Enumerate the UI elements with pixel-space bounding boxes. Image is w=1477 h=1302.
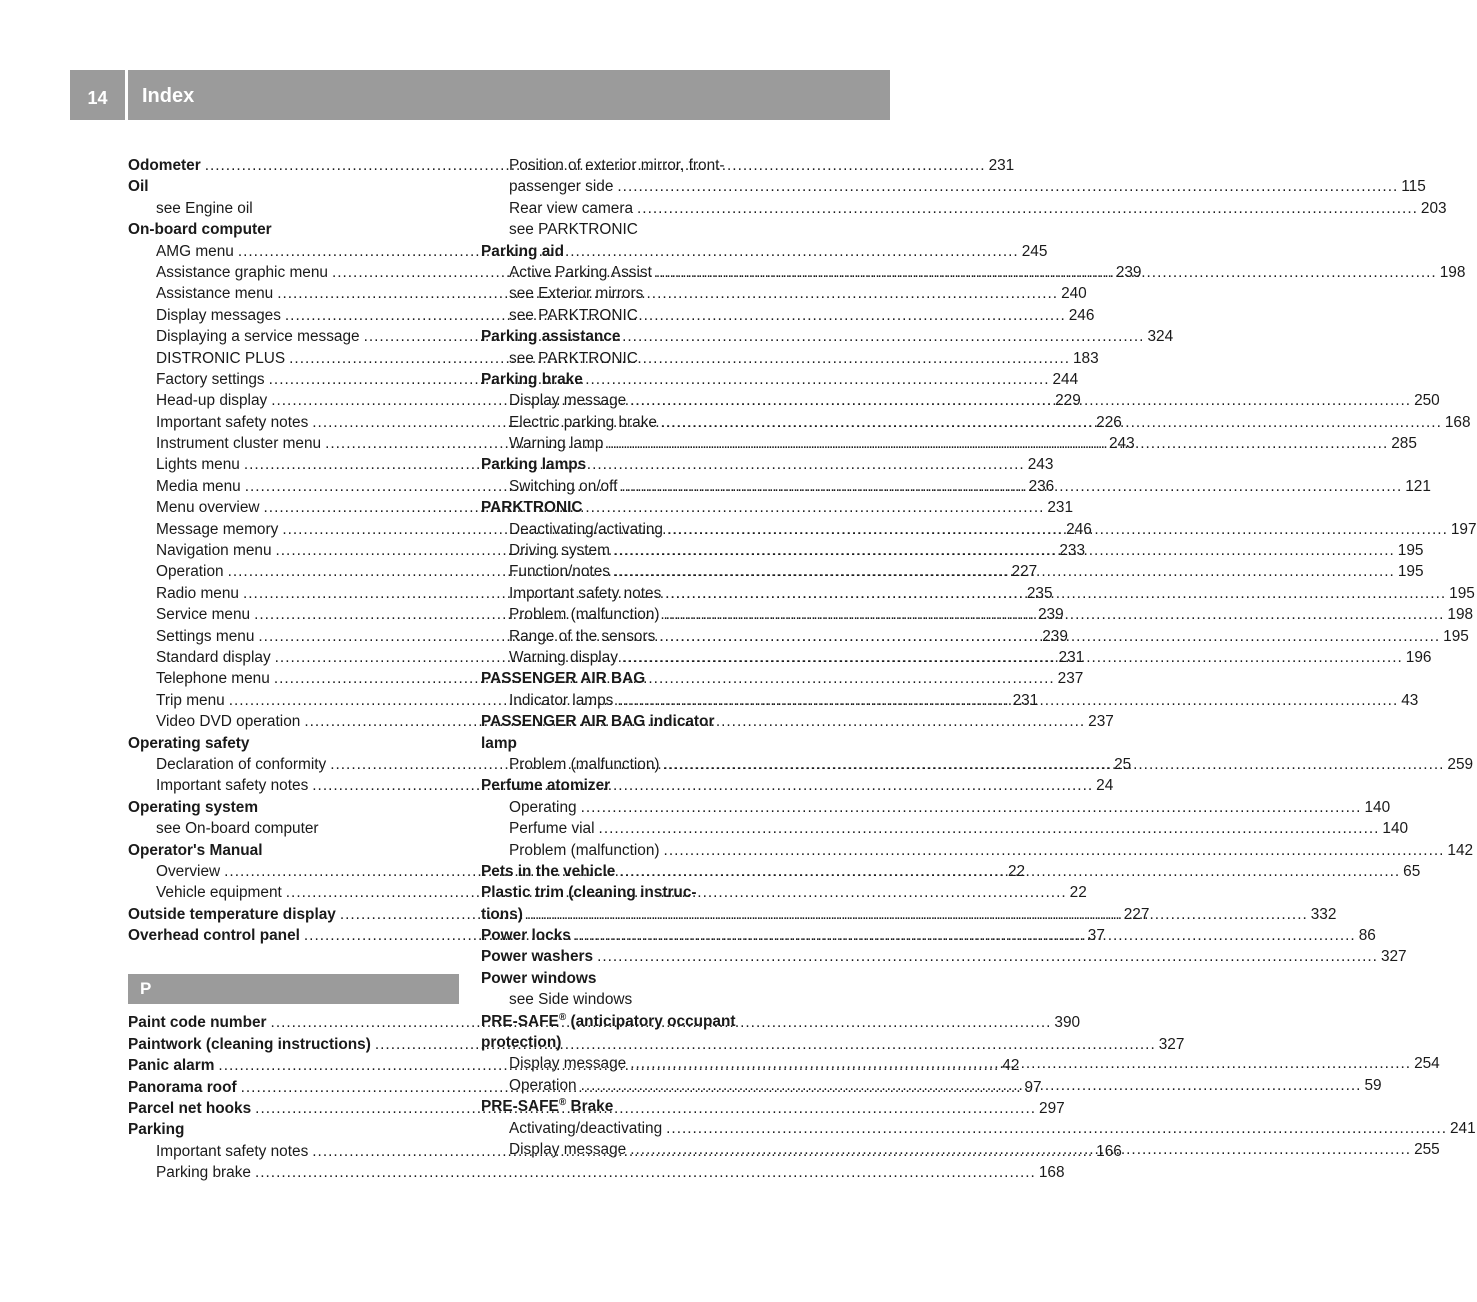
entry-label: Overhead control panel	[128, 927, 300, 945]
entry-label: Trip menu	[156, 691, 225, 709]
index-heading	[481, 305, 812, 326]
page-reference: 25	[1114, 755, 1132, 773]
page-reference: 183	[1073, 349, 1099, 367]
page-reference: 97	[1024, 1078, 1042, 1096]
entry-label: Important safety notes	[156, 777, 309, 795]
entry-label: see On-board computer	[156, 820, 319, 838]
index-heading	[481, 283, 812, 304]
index-heading	[481, 454, 812, 475]
entry-label: PASSENGER AIR BAG indicator	[481, 713, 715, 731]
dot-leader	[607, 433, 1388, 454]
dot-leader	[661, 412, 1442, 433]
page-reference: 195	[1449, 584, 1475, 602]
entry-label: AMG menu	[156, 242, 234, 260]
page-reference: 198	[1439, 263, 1466, 281]
index-heading	[481, 733, 812, 754]
entry-label: Oil	[128, 178, 149, 196]
page-reference: 226	[1096, 413, 1122, 431]
entry-label: Assistance menu	[156, 285, 274, 303]
registered-mark: ®	[558, 1011, 567, 1023]
dot-leader	[255, 1162, 1036, 1183]
page-reference: 237	[1088, 713, 1114, 731]
entry-label: Head-up display	[156, 392, 268, 410]
entry-label: Perfume atomizer	[481, 777, 611, 795]
page-reference: 227	[1123, 905, 1150, 923]
entry-label: Parking lamps	[481, 456, 587, 474]
page-reference: 115	[1401, 178, 1426, 196]
dot-leader	[664, 604, 1445, 625]
entry-label: Operation	[156, 563, 224, 581]
page-reference: 86	[1358, 927, 1376, 945]
entry-label: PASSENGER AIR BAG	[481, 670, 646, 688]
entry-label: Overview	[156, 862, 221, 880]
dot-leader	[630, 1139, 1411, 1160]
page-reference: 203	[1420, 199, 1447, 217]
page-reference: 324	[1147, 328, 1174, 346]
entry-label: Operating safety	[128, 734, 250, 752]
page-reference: 142	[1447, 841, 1474, 859]
dot-leader	[666, 1118, 1447, 1139]
entry-label: On-board computer	[128, 221, 272, 239]
entry-label: Radio menu	[156, 584, 239, 602]
page-reference: 245	[1021, 242, 1048, 260]
page-reference: 43	[1401, 691, 1419, 709]
index-heading	[481, 882, 812, 903]
page-reference: 239	[1115, 263, 1142, 281]
dot-leader	[664, 754, 1445, 775]
dot-leader	[599, 818, 1380, 839]
index-heading	[481, 326, 812, 347]
entry-label: Active Parking Assist	[509, 263, 652, 281]
entry-label: see PARKTRONIC	[509, 221, 638, 239]
index-heading	[128, 797, 459, 818]
entry-label: Parking	[128, 1121, 185, 1139]
index-heading	[128, 219, 459, 240]
index-heading	[128, 818, 459, 839]
entry-label: tions)	[481, 905, 523, 923]
entry-label: Important safety notes	[156, 1142, 309, 1160]
index-heading	[128, 198, 459, 219]
page-reference: 250	[1414, 392, 1440, 410]
entry-label: Operating system	[128, 798, 259, 816]
entry-label: Activating/deactivating	[509, 1119, 663, 1137]
entry-label: Display message	[509, 1140, 627, 1158]
page-reference: 390	[1054, 1014, 1081, 1032]
page-reference: 255	[1414, 1140, 1440, 1158]
page-reference: 24	[1096, 777, 1114, 795]
entry-label: see PARKTRONIC	[509, 349, 638, 367]
entry-label: Rear view camera	[509, 199, 634, 217]
page-title: Index	[142, 84, 195, 107]
entry-label: Declaration of conformity	[156, 755, 327, 773]
page-reference: 22	[1069, 884, 1087, 902]
index-heading	[481, 369, 812, 390]
entry-label: Instrument cluster menu	[156, 435, 322, 453]
page-reference: 241	[1450, 1119, 1476, 1137]
entry-label: see PARKTRONIC	[509, 306, 638, 324]
dot-leader	[665, 583, 1446, 604]
page-reference: 239	[1042, 627, 1068, 645]
page-header	[70, 70, 890, 120]
dot-leader	[581, 797, 1362, 818]
entry-label: Power locks	[481, 927, 571, 945]
entry-label: Parking assistance	[481, 328, 621, 346]
entry-label: passenger side	[509, 178, 614, 196]
index-entry	[481, 176, 1426, 197]
index-heading	[128, 840, 459, 861]
page-reference: 227	[1011, 563, 1038, 581]
page-reference: 285	[1391, 435, 1417, 453]
index-heading	[481, 1011, 812, 1032]
dot-leader	[617, 690, 1398, 711]
entry-label	[481, 1011, 736, 1032]
entry-label-rest: (anticipatory occupant	[566, 1012, 736, 1030]
entry-label: Odometer	[128, 157, 201, 174]
entry-label: Telephone menu	[156, 670, 270, 688]
entry-label: Service menu	[156, 606, 251, 624]
entry-label: Warning lamp	[509, 435, 604, 453]
page-reference: 197	[1450, 520, 1477, 538]
page-reference: 195	[1443, 627, 1469, 645]
entry-label: Important safety notes	[156, 413, 309, 431]
entry-label-text: PRE-SAFE	[481, 1012, 559, 1030]
index-heading	[481, 668, 812, 689]
index-entry	[481, 754, 1474, 775]
page-reference: 239	[1037, 606, 1064, 624]
index-heading	[481, 711, 812, 732]
entry-label: Switching on/off	[509, 477, 618, 495]
entry-label: Media menu	[156, 477, 241, 495]
index-entry	[481, 818, 1409, 839]
entry-label: Standard display	[156, 648, 271, 666]
entry-label: Display messages	[156, 306, 281, 324]
page-reference: 254	[1414, 1055, 1440, 1073]
page-reference: 327	[1158, 1035, 1185, 1053]
entry-label: Assistance graphic menu	[156, 263, 328, 281]
page-reference: 246	[1068, 306, 1095, 324]
page-reference: 198	[1447, 606, 1474, 624]
entry-label: Indicator lamps	[509, 691, 614, 709]
dot-leader	[630, 1053, 1411, 1074]
index-entry	[128, 1162, 1065, 1183]
entry-label: Power windows	[481, 969, 597, 987]
index-heading	[481, 968, 812, 989]
index-entry	[481, 198, 1447, 219]
entry-label: Operating	[509, 798, 577, 816]
page-reference: 140	[1382, 820, 1409, 838]
page-reference: 195	[1397, 563, 1424, 581]
entry-label: Function/notes	[509, 563, 610, 581]
entry-label	[481, 1096, 613, 1117]
page-reference: 233	[1059, 542, 1086, 560]
index-heading	[128, 176, 459, 197]
dot-leader	[617, 176, 1398, 197]
entry-label: Menu overview	[156, 499, 260, 517]
dot-leader	[659, 626, 1440, 647]
entry-label: Operation	[509, 1076, 577, 1094]
dot-leader	[637, 198, 1418, 219]
entry-label: Range of the sensors	[509, 627, 656, 645]
entry-label-text: PRE-SAFE	[481, 1098, 559, 1116]
entry-label: Driving system	[509, 542, 610, 560]
dot-leader	[619, 861, 1400, 882]
page-reference: 37	[1087, 927, 1105, 945]
entry-label-rest: Brake	[566, 1098, 614, 1116]
page-reference: 327	[1380, 948, 1407, 966]
entry-label: Panic alarm	[128, 1057, 215, 1075]
section-header-p	[128, 974, 459, 1004]
entry-label: Position of exterior mirror, front-	[509, 157, 725, 174]
entry-label: Electric parking brake	[509, 413, 657, 431]
dot-leader	[630, 390, 1411, 411]
entry-label: Message memory	[156, 520, 279, 538]
entry-label: Perfume vial	[509, 820, 595, 838]
entry-label: Factory settings	[156, 370, 265, 388]
entry-label: Parcel net hooks	[128, 1100, 252, 1118]
page-reference: 259	[1447, 755, 1474, 773]
page-reference: 231	[1047, 499, 1074, 517]
dot-leader	[614, 561, 1395, 582]
entry-label: Pets in the vehicle	[481, 862, 616, 880]
entry-label: see Exterior mirrors	[509, 285, 644, 303]
entry-label: Parking aid	[481, 242, 564, 260]
entry-label: Problem (malfunction)	[509, 755, 660, 773]
index-heading	[128, 733, 459, 754]
dot-leader	[527, 904, 1308, 925]
entry-label: see Side windows	[509, 991, 633, 1009]
dot-leader	[597, 946, 1378, 967]
dot-leader	[667, 519, 1448, 540]
entry-label: Problem (malfunction)	[509, 606, 660, 624]
page-reference: 240	[1061, 285, 1087, 303]
dot-leader	[581, 1075, 1362, 1096]
index-entry	[481, 797, 1391, 818]
entry-label: protection)	[481, 1034, 562, 1052]
page-reference: 244	[1052, 370, 1079, 388]
index-heading	[481, 497, 812, 518]
page-reference: 235	[1026, 584, 1053, 602]
entry-label: Parking brake	[156, 1164, 251, 1182]
page-reference: 140	[1364, 798, 1391, 816]
page-reference: 231	[1058, 648, 1085, 666]
entry-label: Video DVD operation	[156, 713, 301, 731]
page-reference: 231	[988, 157, 1015, 174]
entry-label: Plastic trim (cleaning instruc-	[481, 884, 697, 902]
entry-label: see Engine oil	[156, 199, 253, 217]
index-heading	[481, 219, 812, 240]
entry-label: Navigation menu	[156, 542, 272, 560]
page-reference: 231	[1012, 691, 1039, 709]
page-reference: 243	[1108, 435, 1135, 453]
page-reference: 297	[1039, 1100, 1065, 1118]
entry-label: Paintwork (cleaning instructions)	[128, 1035, 371, 1053]
dot-leader	[614, 540, 1395, 561]
dot-leader	[621, 476, 1402, 497]
entry-label: lamp	[481, 734, 517, 752]
entry-label: Parking brake	[481, 370, 583, 388]
entry-label: Vehicle equipment	[156, 884, 282, 902]
page-reference: 246	[1066, 520, 1092, 538]
page-reference: 168	[1038, 1164, 1065, 1182]
dot-leader	[664, 840, 1445, 861]
page-reference: 166	[1096, 1142, 1122, 1160]
index-heading	[481, 241, 812, 262]
page-reference: 237	[1057, 670, 1084, 688]
entry-label: Displaying a service message	[156, 328, 360, 346]
entry-label: DISTRONIC PLUS	[156, 349, 286, 367]
page-reference: 332	[1310, 905, 1337, 923]
page-reference: 65	[1403, 862, 1421, 880]
index-heading	[481, 155, 812, 176]
page-number: 14	[87, 87, 108, 108]
index-entry	[481, 840, 1474, 861]
dot-leader	[622, 647, 1403, 668]
registered-mark: ®	[558, 1097, 567, 1109]
index-entry	[481, 1118, 1476, 1139]
page-reference: 196	[1405, 648, 1432, 666]
index-heading	[481, 775, 812, 796]
index-heading	[481, 1032, 812, 1053]
entry-label: Deactivating/activating	[509, 520, 663, 538]
entry-label: Operator's Manual	[128, 841, 263, 859]
entry-label: Paint code number	[128, 1014, 267, 1032]
index-heading	[481, 989, 812, 1010]
entry-label: Warning display	[509, 648, 618, 666]
page-reference: 229	[1055, 392, 1081, 410]
page-reference: 121	[1405, 477, 1431, 495]
index-entry	[481, 946, 1407, 967]
dot-leader	[575, 925, 1356, 946]
page-reference: 59	[1364, 1076, 1382, 1094]
entry-label: Settings menu	[156, 627, 255, 645]
entry-label: Panorama roof	[128, 1078, 237, 1096]
header-divider	[125, 70, 128, 120]
page-reference: 195	[1397, 542, 1424, 560]
page-reference: 22	[1008, 862, 1026, 880]
page-reference: 236	[1028, 477, 1055, 495]
entry-label: PARKTRONIC	[481, 499, 583, 517]
entry-label: Display message	[509, 1055, 627, 1073]
page-reference: 42	[1002, 1057, 1020, 1075]
index-heading	[128, 1119, 459, 1140]
entry-label: Power washers	[481, 948, 594, 966]
index-heading	[481, 348, 812, 369]
section-letter: P	[140, 979, 152, 999]
index-heading	[481, 1096, 812, 1117]
entry-label: Important safety notes	[509, 584, 662, 602]
entry-label: Lights menu	[156, 456, 240, 474]
dot-leader	[656, 262, 1437, 283]
entry-label: Problem (malfunction)	[509, 841, 660, 859]
page-reference: 168	[1444, 413, 1471, 431]
page-reference: 243	[1027, 456, 1054, 474]
entry-label: Display message	[509, 392, 627, 410]
entry-label: Outside temperature display	[128, 905, 336, 923]
